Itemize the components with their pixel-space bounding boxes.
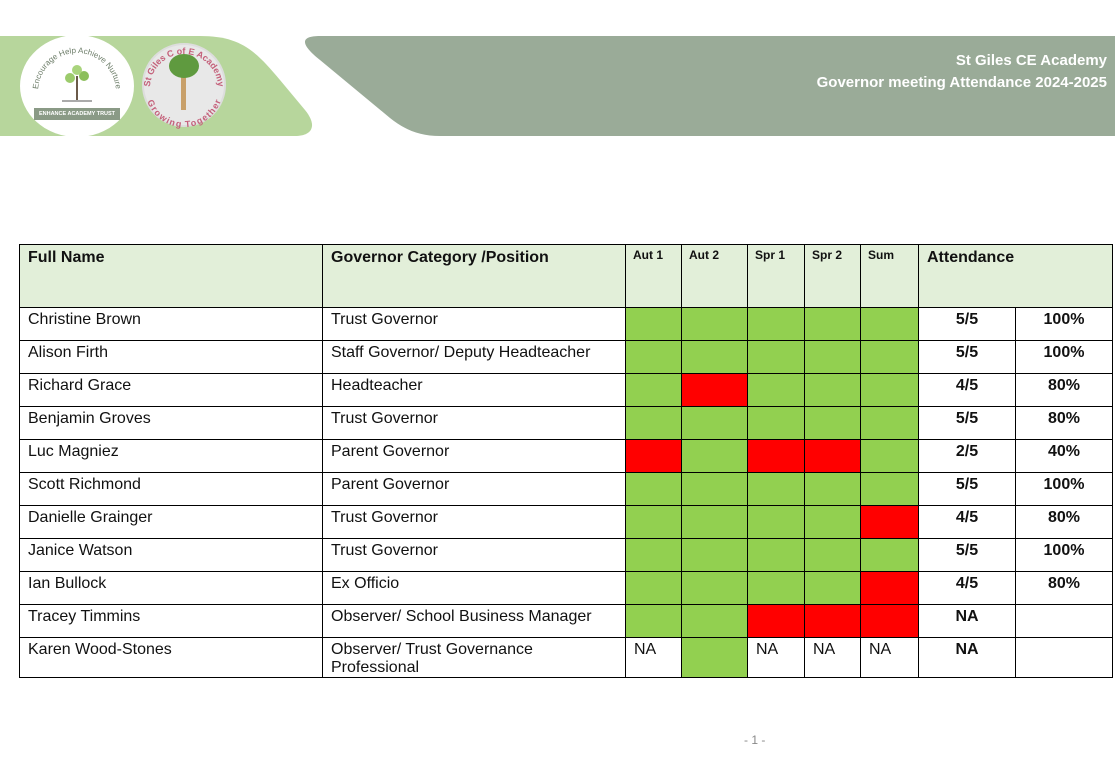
col-spr2: Spr 2 (805, 245, 861, 308)
session-cell (682, 341, 748, 374)
session-cell (626, 440, 682, 473)
session-cell (748, 374, 805, 407)
session-cell: NA (861, 638, 919, 678)
governor-name: Danielle Grainger (20, 506, 323, 539)
attendance-table (19, 244, 1113, 678)
governor-position: Observer/ School Business Manager (323, 605, 626, 638)
document-title: Governor meeting Attendance 2024-2025 (816, 74, 1107, 91)
attendance-count: 4/5 (919, 374, 1016, 407)
session-cell (626, 473, 682, 506)
session-cell (861, 605, 919, 638)
attendance-count: 5/5 (919, 473, 1016, 506)
governor-position: Parent Governor (323, 473, 626, 506)
session-cell (805, 539, 861, 572)
attendance-percent: 80% (1016, 572, 1113, 605)
table-row (20, 506, 1113, 539)
attendance-percent: 100% (1016, 341, 1113, 374)
session-cell (861, 539, 919, 572)
table-row (20, 341, 1113, 374)
attendance-percent: 100% (1016, 473, 1113, 506)
session-cell (682, 374, 748, 407)
attendance-count: NA (919, 638, 1016, 678)
session-cell (682, 539, 748, 572)
session-cell (748, 308, 805, 341)
governor-name: Richard Grace (20, 374, 323, 407)
table-row (20, 638, 1113, 678)
col-full-name: Full Name (20, 245, 323, 308)
session-cell (805, 374, 861, 407)
session-cell (626, 374, 682, 407)
session-cell (682, 638, 748, 678)
governor-name: Christine Brown (20, 308, 323, 341)
session-cell (748, 473, 805, 506)
table-row (20, 572, 1113, 605)
governor-position: Trust Governor (323, 407, 626, 440)
governor-position: Staff Governor/ Deputy Headteacher (323, 341, 626, 374)
governor-name: Janice Watson (20, 539, 323, 572)
session-cell (861, 341, 919, 374)
governor-position: Ex Officio (323, 572, 626, 605)
attendance-percent: 100% (1016, 308, 1113, 341)
col-aut2: Aut 2 (682, 245, 748, 308)
attendance-percent: 80% (1016, 374, 1113, 407)
session-cell (682, 506, 748, 539)
governor-position: Trust Governor (323, 308, 626, 341)
session-cell (626, 539, 682, 572)
session-cell (626, 506, 682, 539)
session-cell (748, 440, 805, 473)
session-cell (805, 473, 861, 506)
attendance-percent (1016, 605, 1113, 638)
attendance-count: 5/5 (919, 407, 1016, 440)
session-cell (682, 440, 748, 473)
session-cell (682, 572, 748, 605)
session-cell (748, 605, 805, 638)
governor-name: Tracey Timmins (20, 605, 323, 638)
session-cell (861, 374, 919, 407)
session-cell (682, 605, 748, 638)
table-row (20, 374, 1113, 407)
session-cell (861, 440, 919, 473)
attendance-percent: 80% (1016, 407, 1113, 440)
governor-name: Alison Firth (20, 341, 323, 374)
attendance-count: NA (919, 605, 1016, 638)
col-spr1: Spr 1 (748, 245, 805, 308)
governor-name: Ian Bullock (20, 572, 323, 605)
st-giles-logo (142, 44, 226, 129)
session-cell (805, 341, 861, 374)
session-cell: NA (748, 638, 805, 678)
table-row (20, 605, 1113, 638)
session-cell (861, 572, 919, 605)
session-cell (626, 341, 682, 374)
session-cell (626, 407, 682, 440)
attendance-count: 4/5 (919, 572, 1016, 605)
attendance-percent: 80% (1016, 506, 1113, 539)
governor-name: Karen Wood-Stones (20, 638, 323, 678)
logo2-name: St Giles C of E Academy (141, 45, 227, 88)
governor-position: Trust Governor (323, 539, 626, 572)
attendance-count: 2/5 (919, 440, 1016, 473)
session-cell (861, 308, 919, 341)
session-cell (805, 506, 861, 539)
session-cell (805, 407, 861, 440)
enhance-trust-logo (20, 35, 134, 137)
session-cell (682, 407, 748, 440)
school-name: St Giles CE Academy (955, 52, 1107, 69)
attendance-count: 5/5 (919, 539, 1016, 572)
session-cell (805, 605, 861, 638)
page-number: - 1 - (744, 733, 766, 747)
logo2-motto: Growing Together (145, 97, 223, 130)
table-row (20, 539, 1113, 572)
attendance-count: 5/5 (919, 308, 1016, 341)
session-cell (861, 407, 919, 440)
session-cell (626, 572, 682, 605)
session-cell (626, 308, 682, 341)
governor-name: Scott Richmond (20, 473, 323, 506)
table-row (20, 473, 1113, 506)
session-cell (682, 308, 748, 341)
session-cell (861, 506, 919, 539)
governor-position: Observer/ Trust Governance Professional (323, 638, 626, 678)
col-aut1: Aut 1 (626, 245, 682, 308)
governor-position: Headteacher (323, 374, 626, 407)
col-attendance: Attendance (919, 245, 1113, 308)
session-cell (805, 308, 861, 341)
governor-name: Benjamin Groves (20, 407, 323, 440)
table-row (20, 308, 1113, 341)
session-cell (748, 506, 805, 539)
attendance-count: 5/5 (919, 341, 1016, 374)
session-cell (748, 572, 805, 605)
session-cell: NA (805, 638, 861, 678)
logo1-banner: ENHANCE ACADEMY TRUST (34, 108, 120, 120)
session-cell (861, 473, 919, 506)
session-cell (748, 407, 805, 440)
session-cell (805, 440, 861, 473)
col-sum: Sum (861, 245, 919, 308)
attendance-percent: 40% (1016, 440, 1113, 473)
session-cell (748, 341, 805, 374)
governor-position: Parent Governor (323, 440, 626, 473)
attendance-percent (1016, 638, 1113, 678)
session-cell (748, 539, 805, 572)
session-cell (805, 572, 861, 605)
session-cell (626, 605, 682, 638)
col-position: Governor Category /Position (323, 245, 626, 308)
governor-position: Trust Governor (323, 506, 626, 539)
logo1-motto: Encourage Help Achieve Nurture (31, 45, 123, 90)
attendance-percent: 100% (1016, 539, 1113, 572)
table-row (20, 440, 1113, 473)
table-row (20, 407, 1113, 440)
governor-name: Luc Magniez (20, 440, 323, 473)
session-cell (682, 473, 748, 506)
attendance-count: 4/5 (919, 506, 1016, 539)
session-cell: NA (626, 638, 682, 678)
